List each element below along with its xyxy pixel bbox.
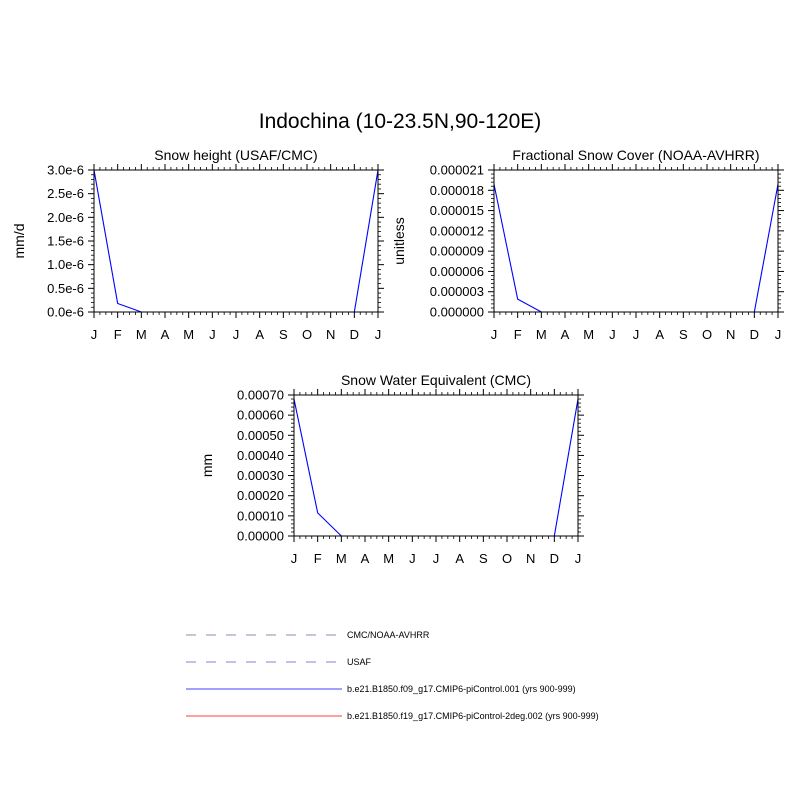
y-tick-label: 1.5e-6 bbox=[47, 233, 84, 249]
panel-title: Snow height (USAF/CMC) bbox=[154, 147, 318, 163]
plot-frame bbox=[494, 170, 778, 312]
x-tick-label: J bbox=[90, 327, 98, 342]
legend-label: b.e21.B1850.f09_g17.CMIP6-piControl.001 (yrs 900-999) bbox=[347, 684, 576, 694]
x-tick-label: J bbox=[632, 327, 640, 342]
y-tick-label: 2.0e-6 bbox=[47, 209, 84, 225]
panel-snow-height bbox=[11, 147, 384, 342]
y-tick-label: 0.000003 bbox=[429, 284, 484, 300]
x-tick-label: J bbox=[432, 551, 440, 566]
y-tick-label: 0.0e-6 bbox=[47, 304, 84, 320]
x-tick-label: J bbox=[609, 327, 616, 342]
y-axis-label: mm bbox=[199, 453, 215, 478]
y-tick-label: 0.00070 bbox=[237, 387, 284, 403]
legend-label: CMC/NOAA-AVHRR bbox=[347, 630, 430, 640]
y-tick-label: 0.5e-6 bbox=[47, 280, 84, 296]
x-tick-label: J bbox=[574, 551, 582, 566]
x-tick-label: O bbox=[501, 551, 513, 566]
y-tick-label: 0.000009 bbox=[429, 243, 484, 259]
x-tick-label: N bbox=[325, 327, 336, 342]
x-tick-label: A bbox=[455, 551, 465, 566]
y-tick-label: 0.00000 bbox=[237, 528, 284, 544]
x-tick-label: N bbox=[525, 551, 536, 566]
x-tick-label: S bbox=[478, 551, 488, 566]
x-tick-label: S bbox=[678, 327, 688, 342]
y-tick-label: 0.000012 bbox=[429, 223, 484, 239]
x-tick-label: J bbox=[409, 551, 416, 566]
y-tick-label: 0.00040 bbox=[237, 447, 284, 463]
panel-title: Fractional Snow Cover (NOAA-AVHRR) bbox=[512, 147, 760, 163]
x-tick-label: A bbox=[655, 327, 665, 342]
x-tick-label: F bbox=[313, 551, 322, 566]
x-tick-label: D bbox=[749, 327, 760, 342]
x-tick-label: A bbox=[160, 327, 170, 342]
x-tick-label: N bbox=[725, 327, 736, 342]
y-tick-label: 0.00010 bbox=[237, 508, 284, 524]
x-tick-label: D bbox=[349, 327, 360, 342]
x-tick-label: D bbox=[549, 551, 560, 566]
legend bbox=[186, 630, 599, 721]
legend-label: USAF bbox=[347, 657, 372, 667]
x-tick-label: J bbox=[290, 551, 298, 566]
x-tick-label: J bbox=[490, 327, 498, 342]
y-tick-label: 0.00050 bbox=[237, 427, 284, 443]
x-tick-label: M bbox=[583, 327, 595, 342]
plot-frame bbox=[94, 170, 378, 312]
x-tick-label: F bbox=[113, 327, 122, 342]
x-tick-label: M bbox=[535, 327, 547, 342]
panel-snow-water-equivalent bbox=[199, 372, 584, 566]
x-tick-label: J bbox=[232, 327, 240, 342]
y-tick-label: 3.0e-6 bbox=[47, 162, 84, 178]
series-line-f09 bbox=[94, 170, 378, 312]
x-tick-label: J bbox=[209, 327, 216, 342]
y-tick-label: 0.00020 bbox=[237, 488, 284, 504]
x-tick-label: M bbox=[135, 327, 147, 342]
y-tick-label: 0.000018 bbox=[429, 182, 484, 198]
plot-frame bbox=[294, 395, 578, 536]
series-line-f09 bbox=[294, 399, 578, 536]
y-tick-label: 0.000000 bbox=[429, 304, 484, 320]
x-tick-label: A bbox=[255, 327, 265, 342]
x-tick-label: F bbox=[513, 327, 522, 342]
y-tick-label: 2.5e-6 bbox=[47, 186, 84, 202]
x-tick-label: A bbox=[360, 551, 370, 566]
x-tick-label: J bbox=[374, 327, 382, 342]
x-tick-label: S bbox=[278, 327, 288, 342]
y-tick-label: 0.00060 bbox=[237, 407, 284, 423]
y-tick-label: 0.000006 bbox=[429, 263, 484, 279]
figure-title: Indochina (10-23.5N,90-120E) bbox=[258, 110, 542, 133]
x-tick-label: J bbox=[774, 327, 782, 342]
x-tick-label: M bbox=[335, 551, 347, 566]
y-tick-label: 0.000021 bbox=[429, 162, 484, 178]
x-tick-label: O bbox=[301, 327, 313, 342]
legend-label: b.e21.B1850.f19_g17.CMIP6-piControl-2deg.002 (yrs 900-999) bbox=[347, 711, 599, 721]
x-tick-label: O bbox=[701, 327, 713, 342]
series-line-f09 bbox=[494, 184, 778, 312]
y-axis-label: mm/d bbox=[11, 223, 27, 259]
panel-title: Snow Water Equivalent (CMC) bbox=[340, 372, 532, 388]
y-axis-label: unitless bbox=[391, 217, 407, 265]
y-tick-label: 0.000015 bbox=[429, 203, 484, 219]
panel-fractional-snow-cover bbox=[391, 147, 784, 342]
y-tick-label: 0.00030 bbox=[237, 468, 284, 484]
x-tick-label: A bbox=[560, 327, 570, 342]
x-tick-label: M bbox=[183, 327, 195, 342]
y-tick-label: 1.0e-6 bbox=[47, 257, 84, 273]
x-tick-label: M bbox=[383, 551, 395, 566]
